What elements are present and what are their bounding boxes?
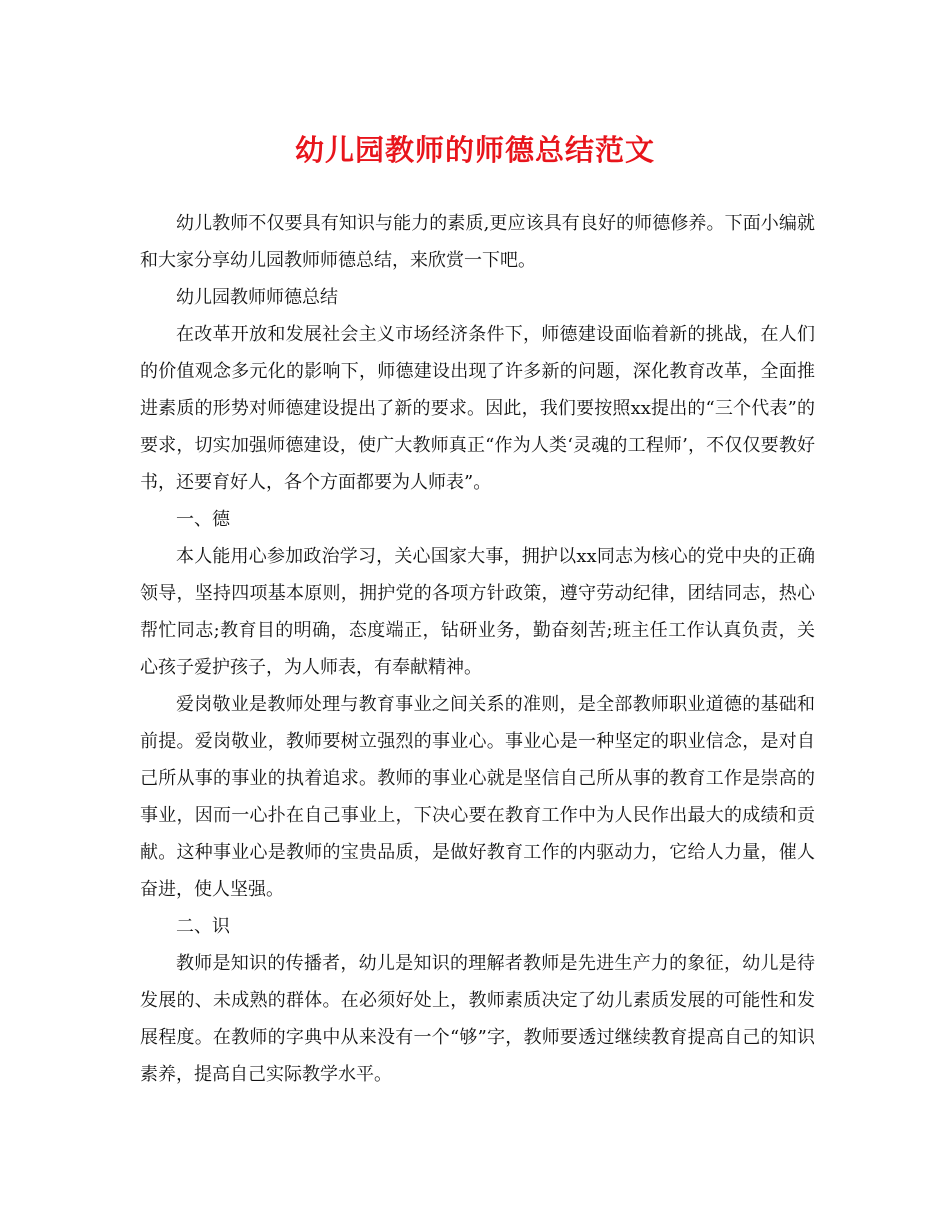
document-title: 幼儿园教师的师德总结范文 [294, 133, 655, 167]
section-heading-de: 一、德 [176, 509, 230, 530]
section-heading-shi: 二、识 [176, 916, 230, 937]
body-paragraph: 本人能用心参加政治学习，关心国家大事，拥护以xx同志为核心的党中央的正确领导，坚持四项基本原则，拥护党的各项方针政策，遵守劳动纪律，团结同志，热心帮忙同志;教育目的明确，态度端正，钻研业务，勤奋刻苦;班主任工作认真负责，关心孩子爱护孩子，为人师表，有奉献精神。 [140, 546, 815, 678]
body-paragraph: 教师是知识的传播者，幼儿是知识的理解者教师是先进生产力的象征，幼儿是待发展的、未成熟的群体。在必须好处上，教师素质决定了幼儿素质发展的可能性和发展程度。在教师的字典中从来没有一个“够”字，教师要透过继续教育提高自己的知识素养，提高自己实际教学水平。 [140, 953, 815, 1085]
section-subtitle: 幼儿园教师师德总结 [176, 287, 338, 308]
document-body [140, 205, 815, 1093]
intro-paragraph: 幼儿教师不仅要具有知识与能力的素质,更应该具有良好的师德修养。下面小编就和大家分享幼儿园教师师德总结，来欣赏一下吧。 [140, 213, 815, 271]
body-paragraph: 爱岗敬业是教师处理与教育事业之间关系的准则，是全部教师职业道德的基础和前提。爱岗敬业，教师要树立强烈的事业心。事业心是一种坚定的职业信念，是对自己所从事的事业的执着追求。教师的事业心就是坚信自己所从事的教育工作是崇高的事业，因而一心扑在自己事业上，下决心要在教育工作中为人民作出最大的成绩和贡献。这种事业心是教师的宝贵品质，是做好教育工作的内驱动力，它给人力量，催人奋进，使人坚强。 [140, 694, 815, 900]
body-paragraph: 在改革开放和发展社会主义市场经济条件下，师德建设面临着新的挑战，在人们的价值观念多元化的影响下，师德建设出现了许多新的问题，深化教育改革，全面推进素质的形势对师德建设提出了新的要求。因此，我们要按照xx提出的“三个代表”的要求，切实加强师德建设，使广大教师真正“作为人类‘灵魂的工程师’，不仅仅要教好书，还要育好人，各个方面都要为人师表”。 [140, 324, 815, 493]
